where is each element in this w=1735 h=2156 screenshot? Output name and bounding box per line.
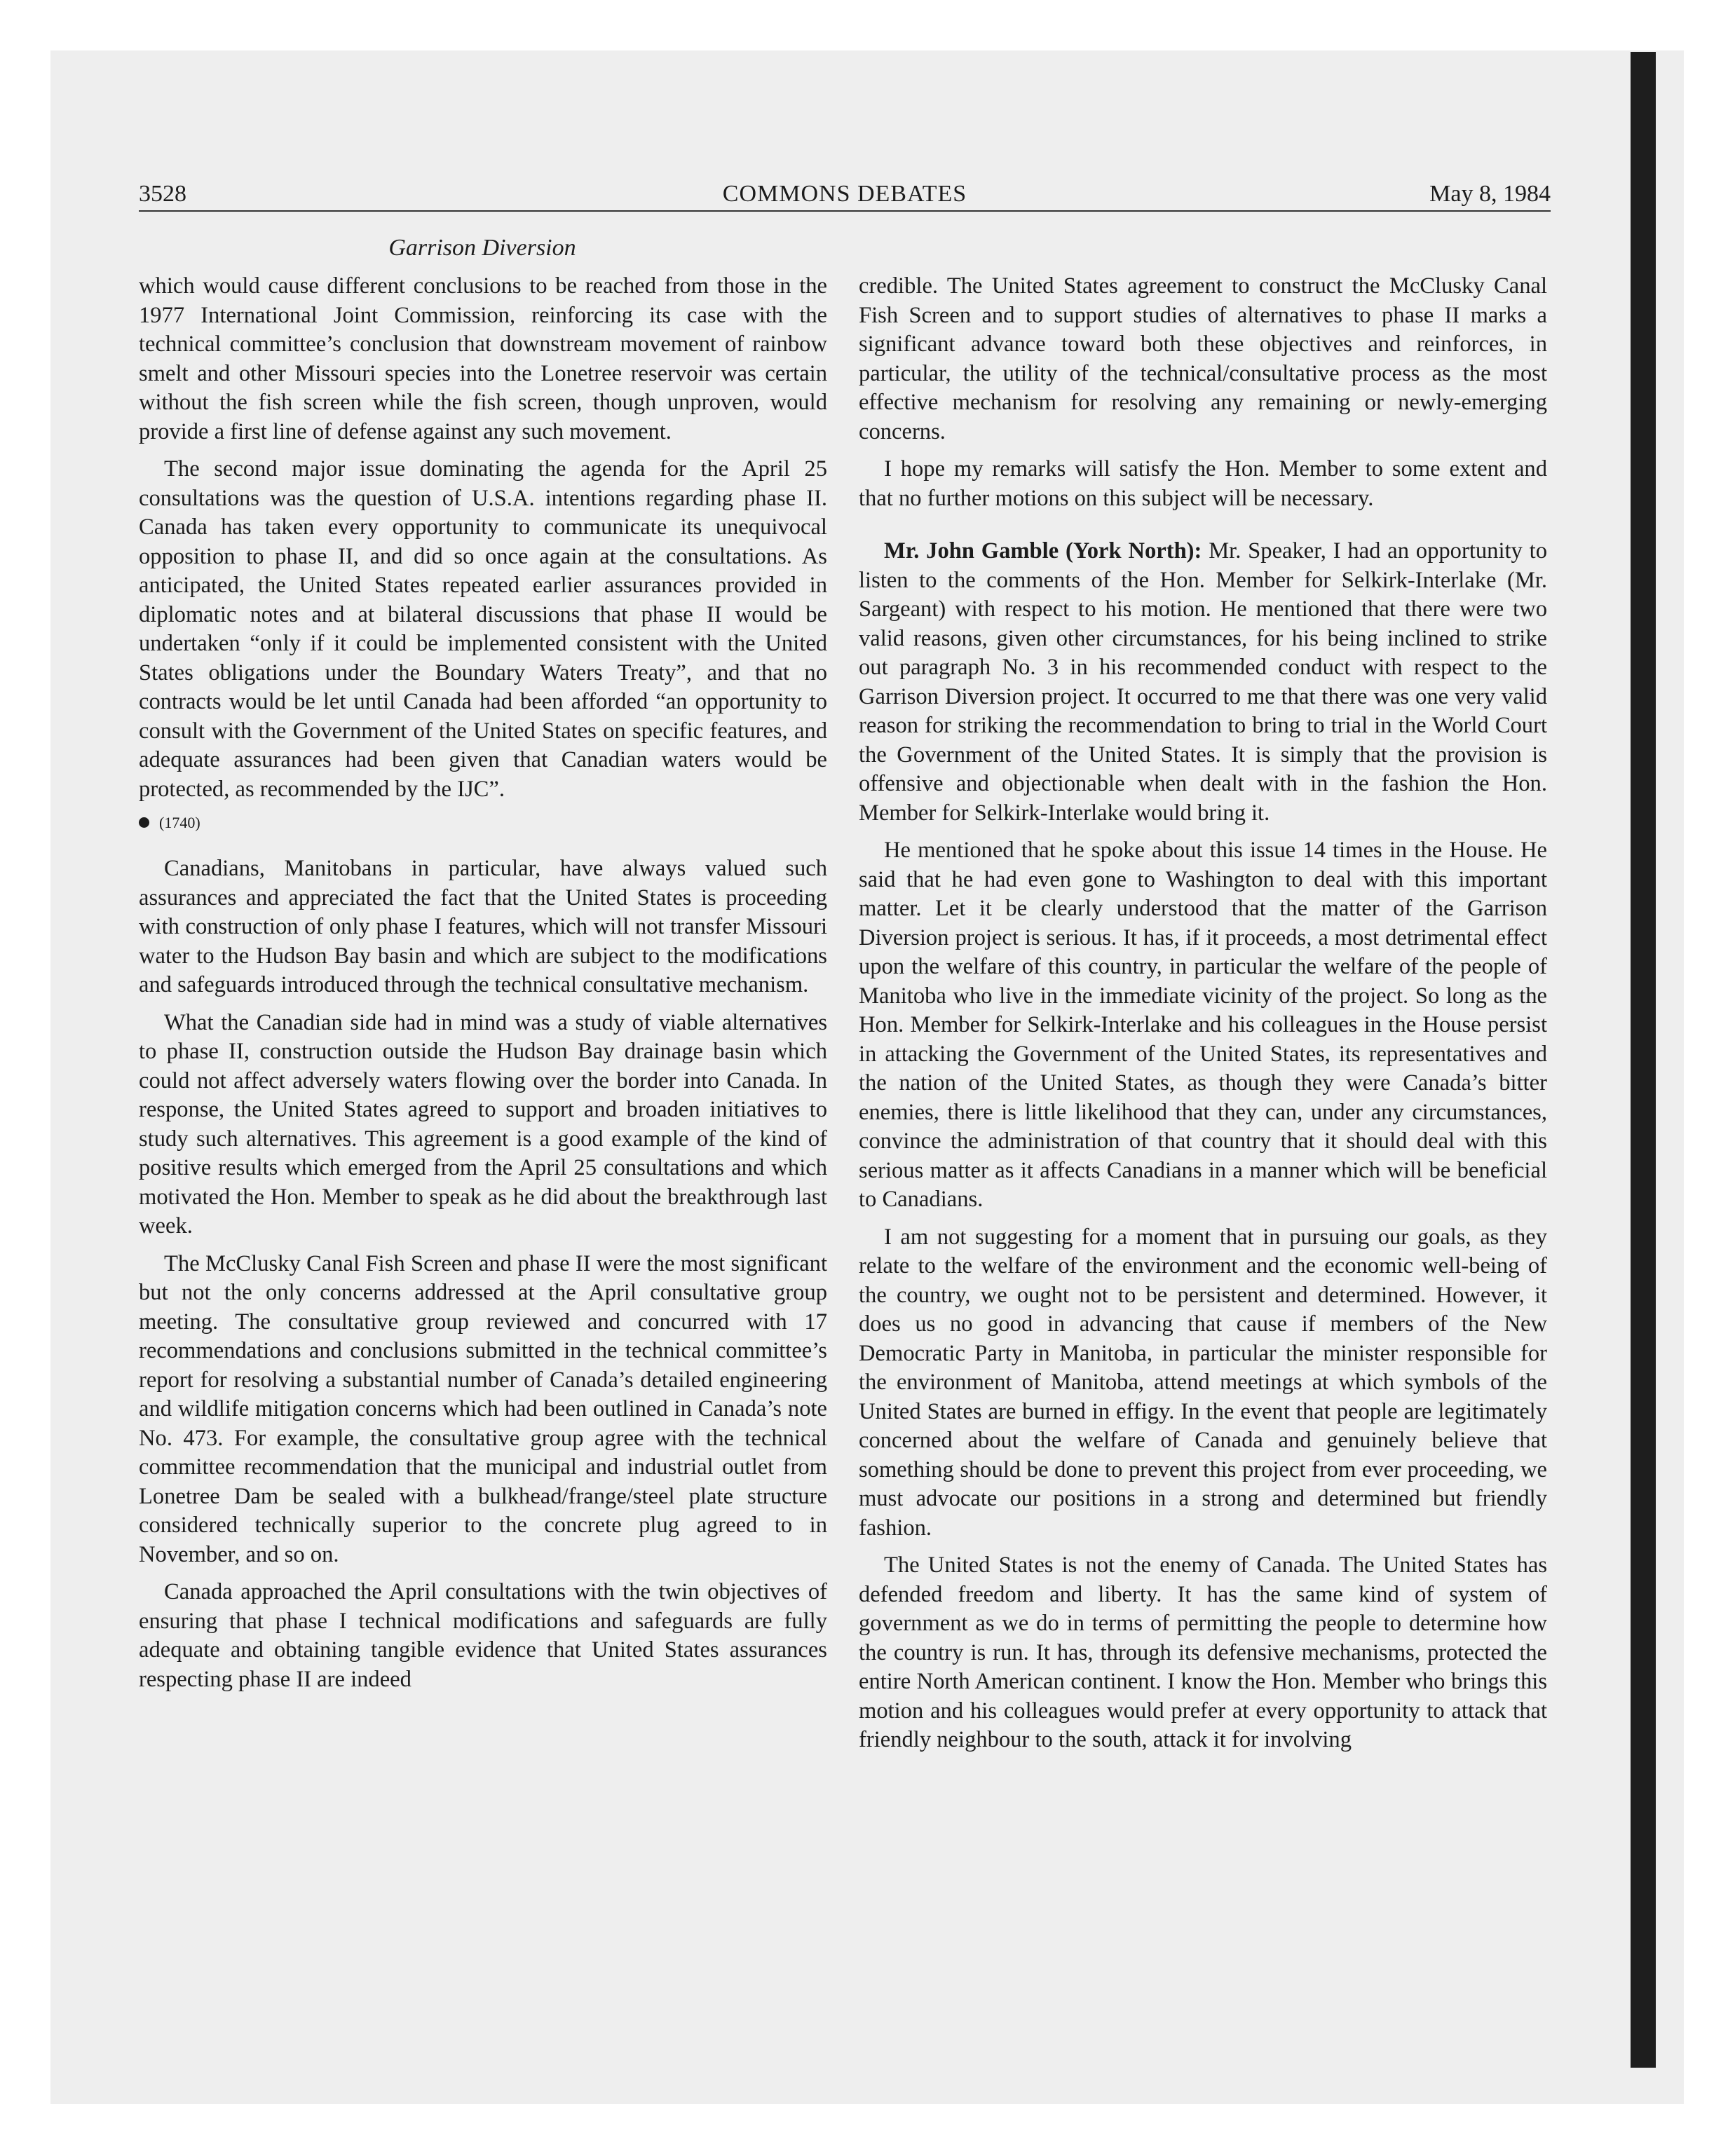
section-heading: Garrison Diversion: [388, 235, 576, 261]
paragraph: credible. The United States agreement to construct the McClusky Canal Fish Screen and to support studies of alternatives to phase II marks a significant advance toward both these objectives and reinforces, in particular, the utility of the technical/consultative process as the most effective mechanism for resolving any remaining or newly-emerging concerns.: [859, 273, 1547, 444]
publication-title: COMMONS DEBATES: [722, 181, 967, 207]
paragraph: I am not suggesting for a moment that in pursuing our goals, as they relate to the welfare of the environment and the economic well-being of the country, we ought not to be persistent and determined. However, it does us no good in advancing that cause if members of the New Democratic Party in Manitoba, in particular the minister responsible for the environment of Manitoba, attend meetings at which symbols of the United States are burned in effigy. In the event that people are legitimately concerned about the welfare of Canada and genuinely believe that something should be done to prevent this project from ever proceeding, we must advocate our positions in a strong and determined but friendly fashion.: [859, 1224, 1547, 1541]
binding-shadow: [1631, 52, 1656, 2068]
paragraph: The United States is not the enemy of Canada. The United States has defended freedom and liberty. It has the same kind of system of government as we do in terms of permitting the people to determine how the country is run. It has, through its defensive mechanisms, protected the entire North American continent. I know the Hon. Member who brings this motion and his colleagues would prefer at every opportunity to attack that friendly neighbour to the south, attack it for involving: [859, 1553, 1547, 1752]
paragraph: Canada approached the April consultations with the twin objectives of ensuring that phase I technical modifications and safeguards are fully adequate and obtaining tangible evidence that United States assurances respecting phase II are indeed: [139, 1579, 827, 1692]
speech-text: Mr. Speaker, I had an opportunity to listen to the comments of the Hon. Member for Selkirk-Interlake (Mr. Sargeant) with respect to his motion. He mentioned that there were two valid reasons, given other circumstances, for his being inclined to strike out paragraph No. 3 in his recommended conduct with respect to the Garrison Diversion project. It occurred to me that there was one very valid reason for striking the recommendation to bring to trial in the World Court the Government of the United States. It is simply that the provision is offensive and objectionable when dealt with in the fashion the Hon. Member for Selkirk-Interlake would bring it.: [859, 538, 1547, 826]
running-header: [139, 178, 1551, 212]
speech-paragraph: [859, 537, 1547, 828]
paragraph: The second major issue dominating the agenda for the April 25 consultations was the question of U.S.A. intentions regarding phase II. Canada has taken every opportunity to communicate its unequivocal opposition to phase II, and did so once again at the consultations. As anticipated, the United States repeated earlier assurances provided in diplomatic notes and at bilateral discussions that phase II would be undertaken “only if it could be implemented consistent with the United States obligations under the Boundary Waters Treaty”, and that no contracts would be let until Canada had been afforded “an opportunity to consult with the Government of the United States on specific features, and adequate assurances had been given that Canadian waters would be protected, as recommended by the IJC”.: [139, 456, 827, 802]
right-column: [859, 272, 1547, 1763]
time-marker-label: (1740): [159, 814, 200, 831]
paragraph: The McClusky Canal Fish Screen and phase II were the most significant but not the only concerns addressed at the April consultative group meeting. The consultative group reviewed and concurred with 17 recommendations and conclusions submitted in the technical committee’s report for resolving a substantial number of Canada’s detailed engineering and wildlife mitigation concerns which had been outlined in Canada’s note No. 473. For example, the consultative group agree with the technical committee recommendation that the municipal and industrial outlet from Lonetree Dam be sealed with a bulkhead/frange/steel plate structure considered technically superior to the concrete plug agreed to in November, and so on.: [139, 1250, 827, 1567]
page-number: 3528: [139, 181, 186, 207]
speaker-name: Mr. John Gamble (York North):: [884, 538, 1202, 564]
paragraph: He mentioned that he spoke about this issue 14 times in the House. He said that he had even gone to Washington to deal with this important matter. Let it be clearly understood that the matter of the Garrison Diversion project is serious. It has, if it proceeds, a most detrimental effect upon the welfare of this country, in particular the welfare of the people of Manitoba who live in the immediate vicinity of the project. So long as the Hon. Member for Selkirk-Interlake and his colleagues in the House persist in attacking the Government of the United States, its representatives and the nation of the United States, as though they were Canada’s bitter enemies, there is little likelihood that they can, under any circumstances, convince the administration of that country that it should deal with this serious matter as it affects Canadians in a manner which will be beneficial to Canadians.: [859, 838, 1547, 1212]
bullet-icon: [139, 817, 149, 828]
paragraph: Canadians, Manitobans in particular, have always valued such assurances and appreciated the fact that the United States is proceeding with construction of only phase I features, which will not transfer Missouri water to the Hudson Bay basin and which are subject to the modifications and safeguards introduced through the technical consultative mechanism.: [139, 856, 827, 997]
left-column: [139, 272, 827, 1703]
paragraph: which would cause different conclusions to be reached from those in the 1977 International Joint Commission, reinforcing its case with the technical committee’s conclusion that downstream movement of rainbow smelt and other Missouri species into the Lonetree reservoir was certain without the fish screen while the fish screen, though unproven, would provide a first line of defense against any such movement.: [139, 273, 827, 444]
paragraph: What the Canadian side had in mind was a study of viable alternatives to phase II, construction outside the Hudson Bay drainage basin which could not affect adversely waters flowing over the border into Canada. In response, the United States agreed to support and broaden initiatives to study such alternatives. This agreement is a good example of the kind of positive results which emerged from the April 25 consultations and which motivated the Hon. Member to speak as he did about the breakthrough last week.: [139, 1009, 827, 1239]
paragraph: I hope my remarks will satisfy the Hon. Member to some extent and that no further motions on this subject will be necessary.: [859, 456, 1547, 511]
time-marker: [139, 812, 827, 833]
sitting-date: May 8, 1984: [1429, 181, 1551, 207]
